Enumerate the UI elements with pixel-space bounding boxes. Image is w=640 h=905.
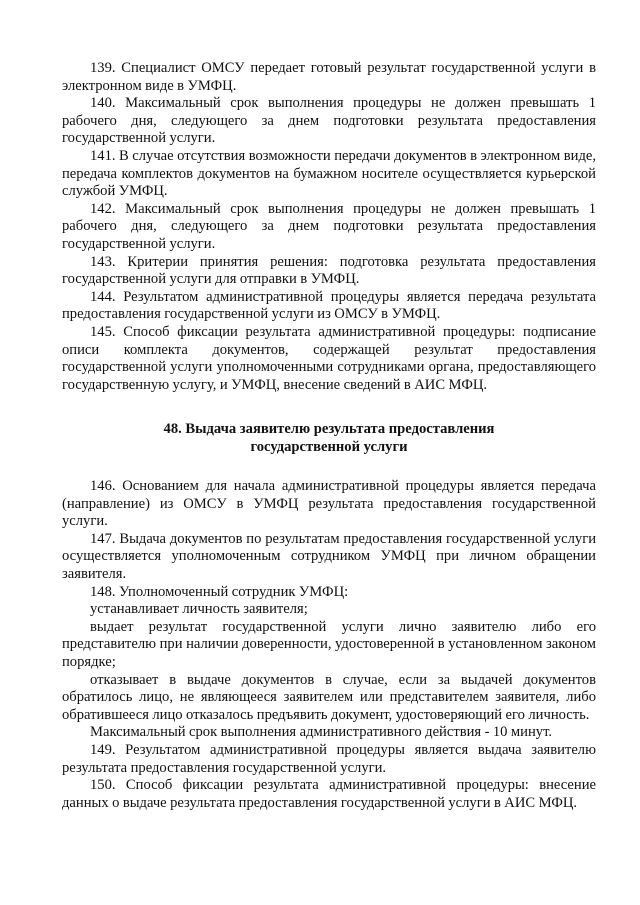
paragraph-146: 146. Основанием для начала административной процедуры является передача (направление) из ОМСУ в УМФЦ результата предоставления государственной услуги. bbox=[62, 478, 596, 530]
list-item-identify: устанавливает личность заявителя; bbox=[90, 601, 308, 618]
paragraph-149: 149. Результатом административной процедуры является выдача заявителю результата предоставления государственной услуги. bbox=[62, 741, 596, 776]
paragraph-140: 140. Максимальный срок выполнения процедуры не должен превышать 1 рабочего дня, следующего за днем подготовки результата предоставления государственной услуги. bbox=[62, 95, 596, 147]
list-item-refuse: отказывает в выдаче документов в случае, если за выдачей документов обратилось лицо, не являющееся заявителем или представителем заявителя, либо обратившееся лицо отказалось предъявить документ, удостоверяющий его личность. bbox=[62, 671, 596, 723]
paragraph-141: 141. В случае отсутствия возможности передачи документов в электронном виде, передача комплектов документов на бумажном носителе осуществляется курьерской службой УМФЦ. bbox=[62, 147, 596, 200]
list-item-issue: выдает результат государственной услуги лично заявителю либо его представителю при наличии доверенности, удостоверенной в установленном законом порядке; bbox=[62, 618, 596, 670]
section-heading-line-2: государственной услуги bbox=[250, 438, 408, 455]
section-heading bbox=[62, 421, 596, 456]
section-heading-line-1: 48. Выдача заявителю результата предоставления bbox=[163, 421, 495, 437]
paragraph-143: 143. Критерии принятия решения: подготовка результата предоставления государственной услуги для отправки в УМФЦ. bbox=[62, 253, 596, 288]
paragraph-139: 139. Специалист ОМСУ передает готовый результат государственной услуги в электронном виде в УМФЦ. bbox=[62, 60, 596, 94]
paragraph-142: 142. Максимальный срок выполнения процедуры не должен превышать 1 рабочего дня, следующего за днем подготовки результата предоставления государственной услуги. bbox=[62, 200, 596, 252]
paragraph-148: 148. Уполномоченный сотрудник УМФЦ: bbox=[90, 583, 349, 600]
bottom-text-block bbox=[62, 478, 596, 812]
paragraph-150: 150. Способ фиксации результата административной процедуры: внесение данных о выдаче результата предоставления государственной услуги в АИС МФЦ. bbox=[62, 777, 596, 811]
paragraph-145: 145. Способ фиксации результата административной процедуры: подписание описи комплекта документов, содержащей результат предоставления государственной услуги уполномоченными сотрудниками органа, предоставляющего государственную услугу, и УМФЦ, внесение сведений в АИС МФЦ. bbox=[62, 323, 596, 393]
paragraph-144: 144. Результатом административной процедуры является передача результата предоставления государственной услуги из ОМСУ в УМФЦ. bbox=[62, 288, 596, 323]
paragraph-max-time: Максимальный срок выполнения административного действия - 10 минут. bbox=[90, 724, 553, 741]
paragraph-147: 147. Выдача документов по результатам предоставления государственной услуги осуществляется уполномоченным сотрудником УМФЦ при личном обращении заявителя. bbox=[62, 530, 596, 582]
top-text-block bbox=[62, 60, 596, 394]
